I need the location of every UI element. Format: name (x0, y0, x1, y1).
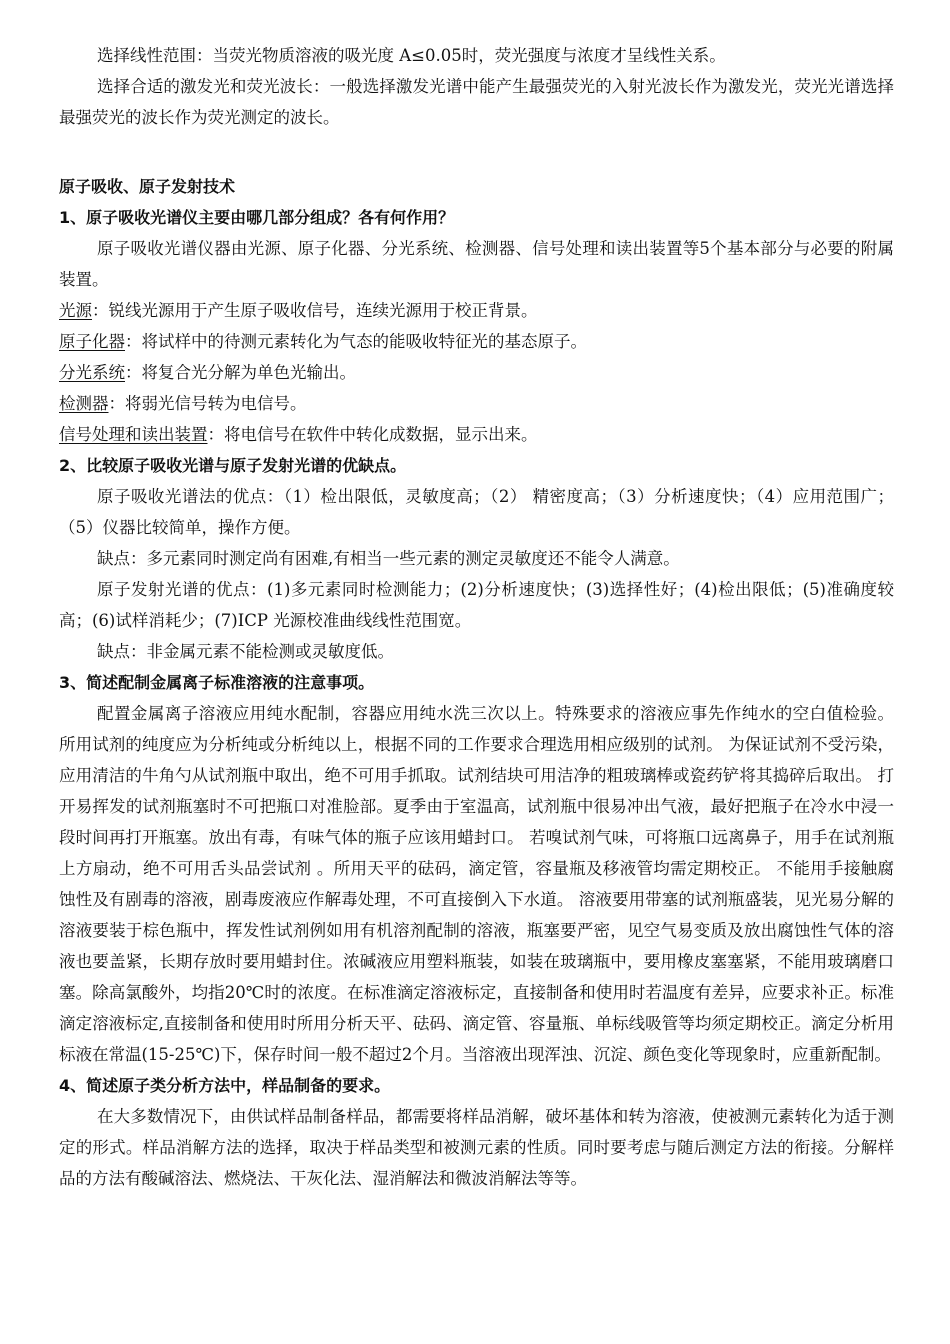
question-4-body: 在大多数情况下，由供试样品制备样品，都需要将样品消解，破坏基体和转为溶液，使被测元素转化为适于测定的形式。样品消解方法的选择，取决于样品类型和被测元素的性质。同时要考虑与随后测定方法的衔接。分解样品的方法有酸碱溶法、燃烧法、干灰化法、湿消解法和微波消解法等等。 (59, 1107, 894, 1188)
component-monochromator (59, 357, 894, 388)
question-3-heading: 3、简述配制金属离子标准溶液的注意事项。 (59, 673, 375, 692)
component-readout (59, 419, 894, 450)
component-atomizer (59, 326, 894, 357)
linear-range-paragraph: 选择线性范围：当荧光物质溶液的吸光度 A≤0.05时，荧光强度与浓度才呈线性关系。 (97, 46, 726, 65)
question-2-heading: 2、比较原子吸收光谱与原子发射光谱的优缺点。 (59, 456, 407, 475)
paragraph-gap (59, 133, 894, 171)
component-desc: ：锐线光源用于产生原子吸收信号，连续光源用于校正背景。 (92, 301, 538, 320)
section-title: 原子吸收、原子发射技术 (59, 177, 236, 196)
question-1-heading: 1、原子吸收光谱仪主要由哪几部分组成？各有何作用？ (59, 208, 455, 227)
aes-advantages: 原子发射光谱的优点：(1)多元素同时检测能力；(2)分析速度快；(3)选择性好；(4)检出限低；(5)准确度较高；(6)试样消耗少；(7)ICP 光源校准曲线线性范围宽。 (59, 580, 894, 630)
component-desc: ：将电信号在软件中转化成数据，显示出来。 (207, 425, 538, 444)
question-3-body: 配置金属离子溶液应用纯水配制，容器应用纯水洗三次以上。特殊要求的溶液应事先作纯水的空白值检验。 所用试剂的纯度应为分析纯或分析纯以上，根据不同的工作要求合理选用相应级别的试剂。 为保证试剂不受污染，应用清洁的牛角勺从试剂瓶中取出，绝不可用手抓取。试剂结块可用洁净的粗玻璃棒或瓷药铲将其捣碎后取出。 打开易挥发的试剂瓶塞时不可把瓶口对准脸部。夏季由于室温高，试剂瓶中很易冲出气液，最好把瓶子在冷水中浸一段时间再打开瓶塞。放出有毒，有味气体的瓶子应该用蜡封口。 若嗅试剂气味，可将瓶口远离鼻子，用手在试剂瓶上方扇动，绝不可用舌头品尝试剂 。所用天平的砝码，滴定管，容量瓶及移液管均需定期校正。 不能用手接触腐蚀性及有剧毒的溶液，剧毒废液应作解毒处理，不可直接倒入下水道。 溶液要用带塞的试剂瓶盛装，见光易分解的溶液要装于棕色瓶中，挥发性试剂例如用有机溶剂配制的溶液，瓶塞要严密，见空气易变质及放出腐蚀性气体的溶液也要盖紧，长期存放时要用蜡封住。浓碱液应用塑料瓶装，如装在玻璃瓶中，要用橡皮塞塞紧，不能用玻璃磨口塞。除高氯酸外，均指20℃时的浓度。在标准滴定溶液标定，直接制备和使用时若温度有差异，应要求补正。标准滴定溶液标定,直接制备和使用时所用分析天平、砝码、滴定管、容量瓶、单标线吸管等均须定期校正。滴定分析用标液在常温(15-25℃)下，保存时间一般不超过2个月。当溶液出现浑浊、沉淀、颜色变化等现象时，应重新配制。 (59, 704, 894, 1064)
component-light-source (59, 295, 894, 326)
question-1-intro: 原子吸收光谱仪器由光源、原子化器、分光系统、检测器、信号处理和读出装置等5个基本部分与必要的附属装置。 (59, 239, 894, 289)
aas-disadvantages: 缺点：多元素同时测定尚有困难,有相当一些元素的测定灵敏度还不能令人满意。 (97, 549, 680, 568)
aes-disadvantages: 缺点：非金属元素不能检测或灵敏度低。 (97, 642, 394, 661)
aas-advantages: 原子吸收光谱法的优点：（1）检出限低，灵敏度高；（2） 精密度高；（3）分析速度快；（4）应用范围广；（5）仪器比较简单，操作方便。 (59, 487, 894, 537)
component-detector (59, 388, 894, 419)
question-4-heading: 4、简述原子类分析方法中，样品制备的要求。 (59, 1076, 391, 1095)
component-term: 信号处理和读出装置 (59, 425, 208, 444)
component-term: 检测器 (59, 394, 109, 413)
component-term: 分光系统 (59, 363, 125, 382)
component-desc: ：将试样中的待测元素转化为气态的能吸收特征光的基态原子。 (125, 332, 587, 351)
component-term: 原子化器 (59, 332, 125, 351)
wavelength-paragraph: 选择合适的激发光和荧光波长：一般选择激发光谱中能产生最强荧光的入射光波长作为激发光，荧光光谱选择最强荧光的波长作为荧光测定的波长。 (59, 77, 894, 127)
component-term: 光源 (59, 301, 92, 320)
component-desc: ：将复合光分解为单色光输出。 (125, 363, 356, 382)
component-desc: ：将弱光信号转为电信号。 (108, 394, 307, 413)
document-page (59, 40, 894, 1194)
